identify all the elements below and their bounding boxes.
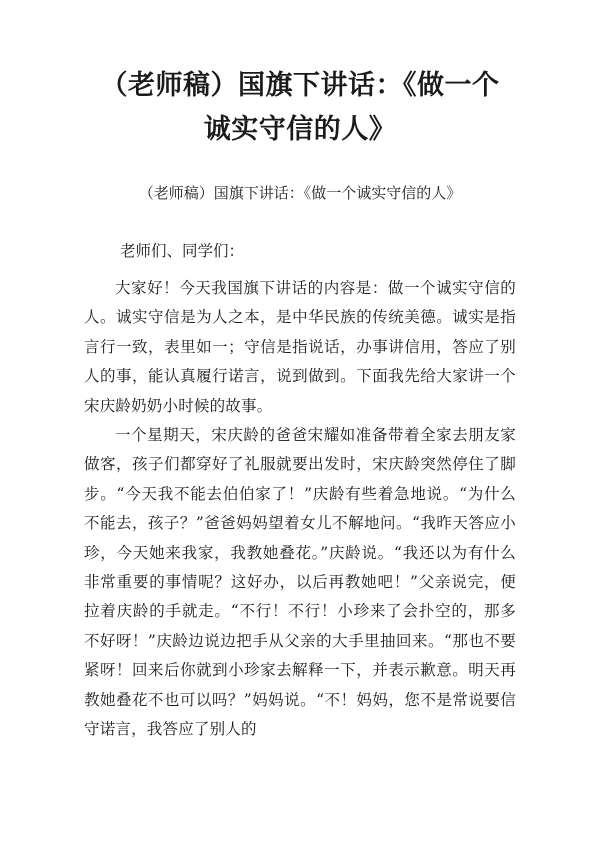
document-subtitle: （老师稿）国旗下讲话：《做一个诚实守信的人》 <box>138 184 462 202</box>
paragraph-intro: 大家好！今天我国旗下讲话的内容是：做一个诚实守信的人。诚实守信是为人之本，是中华民族的传统美德。诚实是指言行一致，表里如一；守信是指说话，办事讲信用，答应了别人的事，能认真履行诺言，说到做到。下面我先给大家讲一个宋庆龄奶奶小时候的故事。 <box>84 279 516 415</box>
paragraph-story: 一个星期天，宋庆龄的爸爸宋耀如准备带着全家去朋友家做客，孩子们都穿好了礼服就要出发时，宋庆龄突然停住了脚步。“今天我不能去伯伯家了！”庆龄有些着急地说。“为什么不能去，孩子？”爸爸妈妈望着女儿不解地问。“我昨天答应小珍，今天她来我家，我教她叠花。”庆龄说。“我还以为有什么非常重要的事情呢？这好办，以后再教她吧！”父亲说完，便拉着庆龄的手就走。“不行！不行！小珍来了会扑空的，那多不好呀！”庆龄边说边把手从父亲的大手里抽回来。“那也不要紧呀！回来后你就到小珍家去解释一下，并表示歉意。明天再教她叠花不也可以吗？”妈妈说。“不！妈妈，您不是常说要信守诺言，我答应了别人的 <box>84 426 516 739</box>
body-text <box>84 274 516 745</box>
salutation: 老师们、同学们： <box>120 242 245 260</box>
document-title: （老师稿）国旗下讲话：《做一个诚实守信的人》 <box>100 70 500 145</box>
